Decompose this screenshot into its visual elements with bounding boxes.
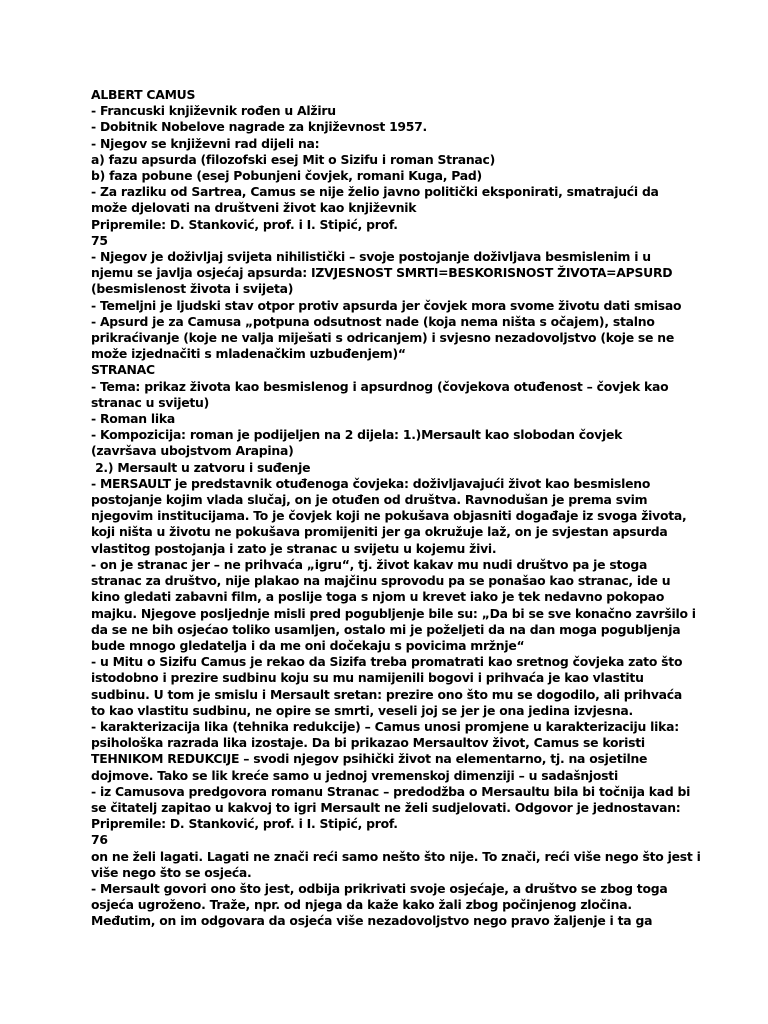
document-title: ALBERT CAMUS bbox=[91, 87, 196, 102]
text-line: 2.) Mersault u zatvoru i suđenje bbox=[91, 459, 311, 475]
text-line: (završava ubojstvom Arapina) bbox=[91, 443, 294, 459]
text-line: može djelovati na društveni život kao književnik bbox=[91, 200, 417, 216]
text-line: b) faza pobune (esej Pobunjeni čovjek, romani Kuga, Pad) bbox=[91, 168, 482, 184]
text-line: više nego što se osjeća. bbox=[91, 864, 252, 880]
text-line: - Njegov se književni rad dijeli na: bbox=[91, 135, 320, 151]
text-line: - Za razliku od Sartrea, Camus se nije želio javno politički eksponirati, smatrajući da bbox=[91, 184, 659, 200]
text-line: - karakterizacija lika (tehnika redukcije) – Camus unosi promjene u karakterizaciju lika: bbox=[91, 718, 679, 734]
text-line: da se ne bih osjećao toliko usamljen, ostalo mi je poželjeti da na dan moga pogubljenja bbox=[91, 621, 681, 637]
text-line: sudbinu. U tom je smislu i Mersault sretan: prezire ono što mu se dogodilo, ali prihvaća bbox=[91, 686, 682, 702]
text-line: - Apsurd je za Camusa „potpuna odsutnost nade (koja nema ništa s očajem), stalno bbox=[91, 313, 655, 329]
text-line: prikraćivanje (koje ne valja miješati s odricanjem) i svjesno nezadovoljstvo (koje se ne bbox=[91, 330, 674, 346]
text-line: - Kompozicija: roman je podijeljen na 2 dijela: 1.)Mersault kao slobodan čovjek bbox=[91, 427, 623, 443]
text-line: majku. Njegove posljednje misli pred pogubljenje bile su: „Da bi se sve konačno završilo i bbox=[91, 605, 696, 621]
text-line: to kao vlastitu sudbinu, ne opire se smrti, veseli joj se jer je ona jedina izvjesna. bbox=[91, 702, 633, 718]
text-line: koji ništa u životu ne pokušava promijeniti jer ga okružuje laž, on je svjestan apsurda bbox=[91, 524, 668, 540]
text-line: postojanje kojim vlada slučaj, on je otuđen od društva. Ravnodušan je prema svim bbox=[91, 492, 648, 508]
text-line: stranac u svijetu) bbox=[91, 394, 210, 410]
text-line: se čitatelj zapitao u kakvoj to igri Mersault ne želi sudjelovati. Odgovor je jednostavan: bbox=[91, 799, 681, 815]
text-line: njemu se javlja osjećaj apsurda: IZVJESNOST SMRTI=BESKORISNOST ŽIVOTA=APSURD bbox=[91, 265, 673, 281]
text-line: - Roman lika bbox=[91, 411, 176, 427]
text-line: - Francuski književnik rođen u Alžiru bbox=[91, 103, 336, 119]
text-line: dojmove. Tako se lik kreće samo u jednoj vremenskoj dimenziji – u sadašnjosti bbox=[91, 767, 618, 783]
page-number: 75 bbox=[91, 232, 108, 248]
text-line: - iz Camusova predgovora romanu Stranac – predodžba o Mersaultu bila bi točnija kad bi bbox=[91, 783, 691, 799]
text-line: on ne želi lagati. Lagati ne znači reći samo nešto što nije. To znači, reći više nego što jest i bbox=[91, 848, 701, 864]
text-line: bude mnogo gledatelja i da me oni dočekaju s povicima mržnje“ bbox=[91, 637, 525, 653]
text-line: Međutim, on im odgovara da osjeća više nezadovoljstvo nego pravo žaljenje i ta ga bbox=[91, 913, 653, 929]
text-line: (besmislenost života i svijeta) bbox=[91, 281, 294, 297]
text-line: TEHNIKOM REDUKCIJE – svodi njegov psihički život na elementarno, tj. na osjetilne bbox=[91, 751, 648, 767]
text-line: - Tema: prikaz života kao besmislenog i apsurdnog (čovjekova otuđenost – čovjek kao bbox=[91, 378, 669, 394]
text-line: - Njegov je doživljaj svijeta nihilistički – svoje postojanje doživljava besmislenim i u bbox=[91, 249, 651, 265]
text-line: psihološka razrada lika izostaje. Da bi prikazao Mersaultov život, Camus se koristi bbox=[91, 735, 645, 751]
authors-footer: Pripremile: D. Stanković, prof. i I. Stipić, prof. bbox=[91, 816, 398, 832]
text-line: njegovim institucijama. To je čovjek koji ne pokušava objasniti događaje iz svoga života, bbox=[91, 508, 687, 524]
text-line: istodobno i prezire sudbinu koju su mu namijenili bogovi i prihvaća je kao vlastitu bbox=[91, 670, 644, 686]
text-line: vlastitog postojanja i zato je stranac u svijetu u kojemu živi. bbox=[91, 540, 497, 556]
text-line: a) fazu apsurda (filozofski esej Mit o Sizifu i roman Stranac) bbox=[91, 151, 496, 167]
text-line: može izjednačiti s mladenačkim uzbuđenjem)“ bbox=[91, 346, 406, 362]
text-line: kino gledati zabavni film, a poslije toga s njom u krevet iako je tek nedavno pokopao bbox=[91, 589, 665, 605]
section-heading: STRANAC bbox=[91, 362, 155, 378]
text-line: - Dobitnik Nobelove nagrade za književnost 1957. bbox=[91, 119, 428, 135]
text-line: - MERSAULT je predstavnik otuđenoga čovjeka: doživljavajući život kao besmisleno bbox=[91, 475, 651, 491]
text-line: - Temeljni je ljudski stav otpor protiv apsurda jer čovjek mora svome životu dati smisao bbox=[91, 297, 682, 313]
authors-footer: Pripremile: D. Stanković, prof. i I. Stipić, prof. bbox=[91, 216, 398, 232]
text-line: - on je stranac jer – ne prihvaća „igru“, tj. život kakav mu nudi društvo pa je stoga bbox=[91, 556, 648, 572]
text-line: osjeća ugroženo. Traže, npr. od njega da kaže kako žali zbog počinjenog zločina. bbox=[91, 897, 632, 913]
document-page bbox=[91, 87, 701, 930]
text-line: stranac za društvo, nije plakao na majčinu sprovodu pa se ponašao kao stranac, ide u bbox=[91, 573, 671, 589]
page-number: 76 bbox=[91, 832, 108, 848]
text-line: - Mersault govori ono što jest, odbija prikrivati svoje osjećaje, a društvo se zbog toga bbox=[91, 880, 668, 896]
text-line: - u Mitu o Sizifu Camus je rekao da Sizifa treba promatrati kao sretnog čovjeka zato što bbox=[91, 654, 683, 670]
